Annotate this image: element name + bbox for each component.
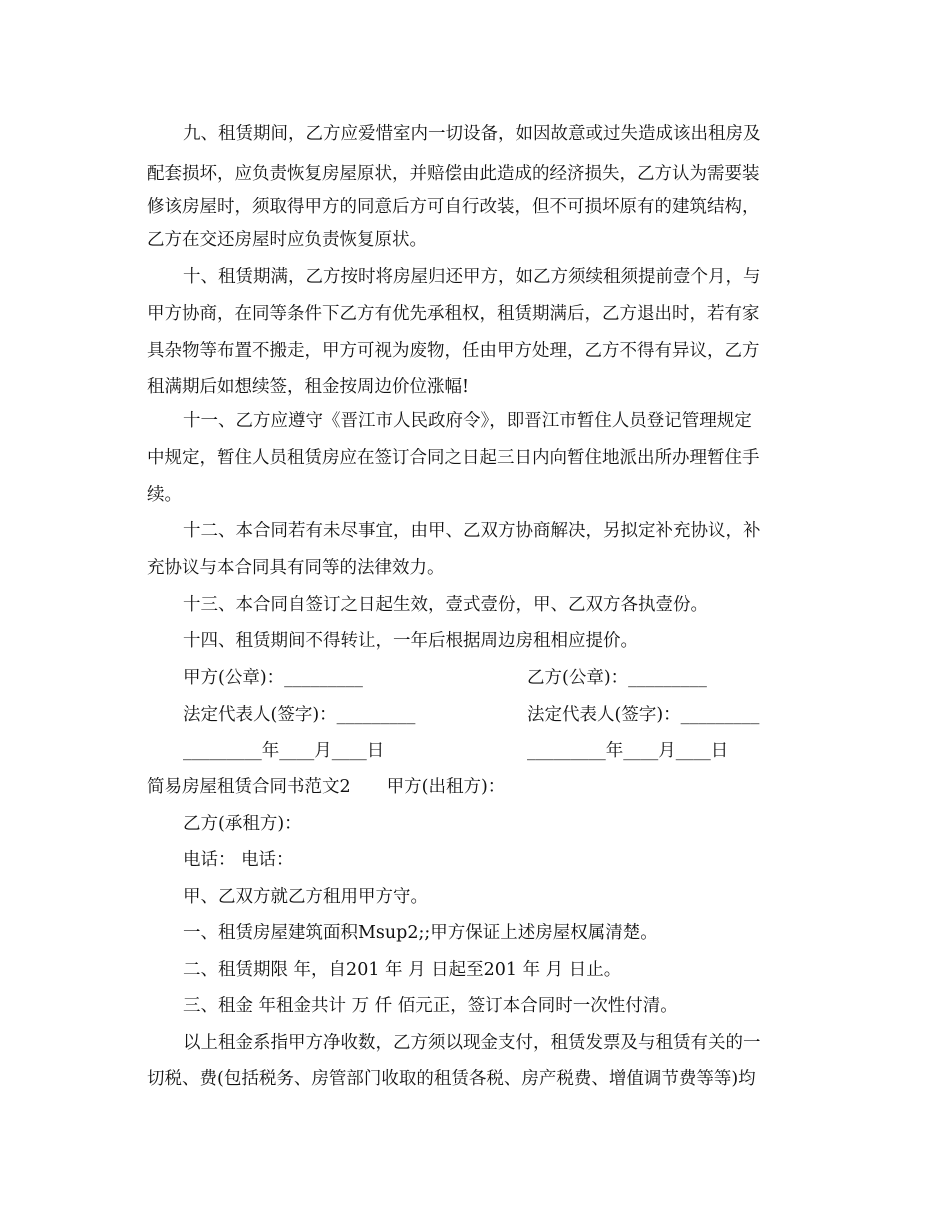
- clause-10-line-4: 租满期后如想续签，租金按周边价位涨幅!: [147, 377, 470, 397]
- phone-labels: 电话： 电话：: [183, 850, 294, 870]
- clause-11-line-3: 续。: [147, 485, 182, 505]
- contract2-title: 简易房屋租赁合同书范文2: [147, 777, 351, 797]
- clause-10-line-1: 十、租赁期满，乙方按时将房屋归还甲方，如乙方须续租须提前壹个月，与: [183, 267, 761, 287]
- clause-12-line-1: 十二、本合同若有未尽事宜，由甲、乙双方协商解决，另拟定补充协议，补: [183, 521, 761, 541]
- party-b-seal: 乙方(公章)：_________: [527, 668, 707, 688]
- party-a-representative: 法定代表人(签字)：_________: [183, 705, 416, 725]
- clause-12-line-2: 充协议与本合同具有同等的法律效力。: [147, 558, 445, 578]
- clause-9-line-3: 修该房屋时，须取得甲方的同意后方可自行改装，但不可损坏原有的建筑结构，: [147, 197, 760, 217]
- clause-9-line-4: 乙方在交还房屋时应负责恢复原状。: [147, 230, 427, 250]
- clause-14: 十四、租赁期间不得转让，一年后根据周边房租相应提价。: [183, 631, 638, 651]
- clause-10-line-2: 甲方协商，在同等条件下乙方有优先承租权，租赁期满后，乙方退出时，若有家: [147, 304, 760, 324]
- contract2-item-3: 三、租金 年租金共计 万 仟 佰元正，签订本合同时一次性付清。: [183, 996, 678, 1016]
- lessor-label: 甲方(出租方)：: [386, 777, 506, 797]
- contract2-item-1: 一、租赁房屋建筑面积Msup2;;甲方保证上述房屋权属清楚。: [183, 923, 658, 943]
- contract2-item-2: 二、租赁期限 年，自201 年 月 日起至201 年 月 日止。: [183, 960, 622, 980]
- party-a-date: _________年____月____日: [183, 741, 385, 761]
- party-b-date: _________年____月____日: [527, 741, 729, 761]
- contract2-item-4-line-2: 切税、费(包括税务、房管部门收取的租赁各税、房产税费、增值调节费等等)均: [147, 1069, 756, 1089]
- contract2-item-4-line-1: 以上租金系指甲方净收数，乙方须以现金支付，租赁发票及与租赁有关的一: [183, 1033, 761, 1053]
- clause-10-line-3: 具杂物等布置不搬走，甲方可视为废物，任由甲方处理，乙方不得有异议，乙方: [147, 341, 760, 361]
- clause-13: 十三、本合同自签订之日起生效，壹式壹份，甲、乙双方各执壹份。: [183, 595, 708, 615]
- clause-11-line-2: 中规定，暂住人员租赁房应在签订合同之日起三日内向暂住地派出所办理暂住手: [147, 448, 760, 468]
- clause-9-line-1: 九、租赁期间，乙方应爱惜室内一切设备，如因故意或过失造成该出租房及: [183, 124, 761, 144]
- clause-9-line-2: 配套损坏，应负责恢复房屋原状，并赔偿由此造成的经济损失，乙方认为需要装: [147, 164, 760, 184]
- clause-11-line-1: 十一、乙方应遵守《晋江市人民政府令》，即晋江市暂住人员登记管理规定: [183, 411, 752, 431]
- party-b-representative: 法定代表人(签字)：_________: [527, 705, 760, 725]
- contract2-intro: 甲、乙双方就乙方租用甲方守。: [183, 887, 428, 907]
- contract2-title-row: [147, 776, 505, 798]
- lessee-label: 乙方(承租方)：: [183, 814, 302, 834]
- party-a-seal: 甲方(公章)：_________: [183, 668, 363, 688]
